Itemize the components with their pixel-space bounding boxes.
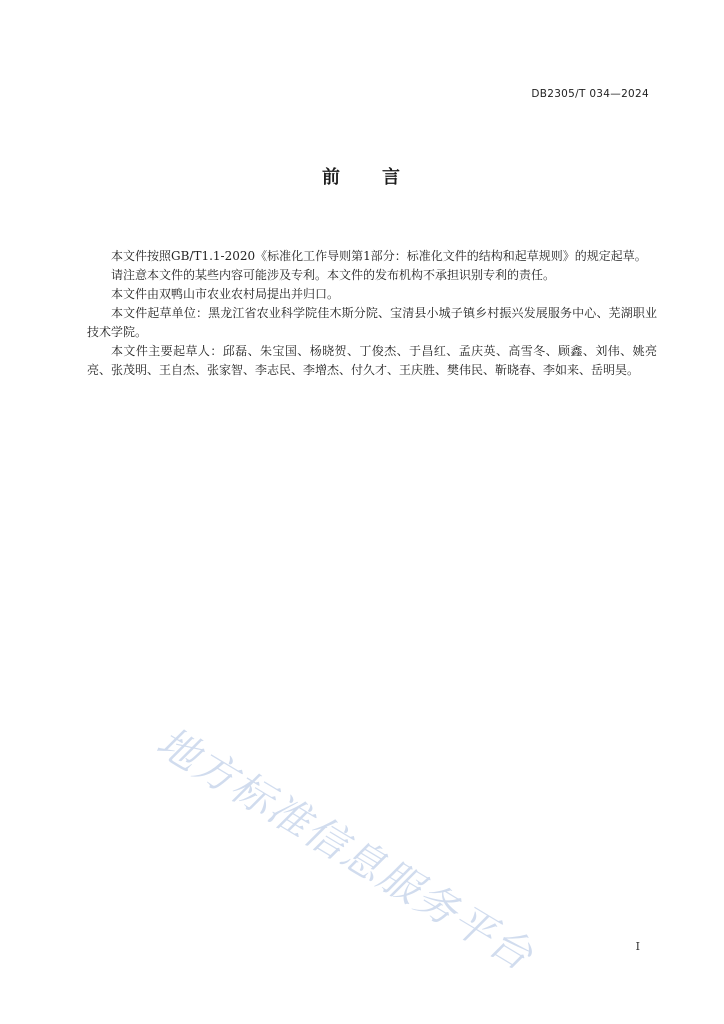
paragraph-drafting-units: 本文件起草单位：黑龙江省农业科学院佳木斯分院、宝清县小城子镇乡村振兴发展服务中心、芜湖职业技术学院。 — [87, 306, 657, 339]
paragraph-patent-notice: 请注意本文件的某些内容可能涉及专利。本文件的发布机构不承担识别专利的责任。 — [111, 268, 556, 282]
title-char-1: 前 — [322, 167, 342, 188]
paragraph-proposer: 本文件由双鸭山市农业农村局提出并归口。 — [111, 287, 340, 301]
standard-code: DB2305/T 034—2024 — [531, 88, 649, 100]
paragraph-drafting-basis: 本文件按照GB/T1.1-2020《标准化工作导则第1部分：标准化文件的结构和起草规则》的规定起草。 — [111, 249, 647, 263]
foreword-body — [87, 247, 657, 380]
title-char-2: 言 — [382, 167, 402, 188]
page-number: I — [635, 940, 640, 953]
watermark: 地方标准信息服务平台 — [148, 717, 542, 981]
page-title — [0, 163, 724, 189]
paragraph-drafters: 本文件主要起草人：邱磊、朱宝国、杨晓贺、丁俊杰、于昌红、孟庆英、高雪冬、顾鑫、刘伟、姚亮亮、张茂明、王自杰、张家智、李志民、李增杰、付久才、王庆胜、樊伟民、靳晓春、李如来、岳明昊。 — [87, 344, 657, 377]
